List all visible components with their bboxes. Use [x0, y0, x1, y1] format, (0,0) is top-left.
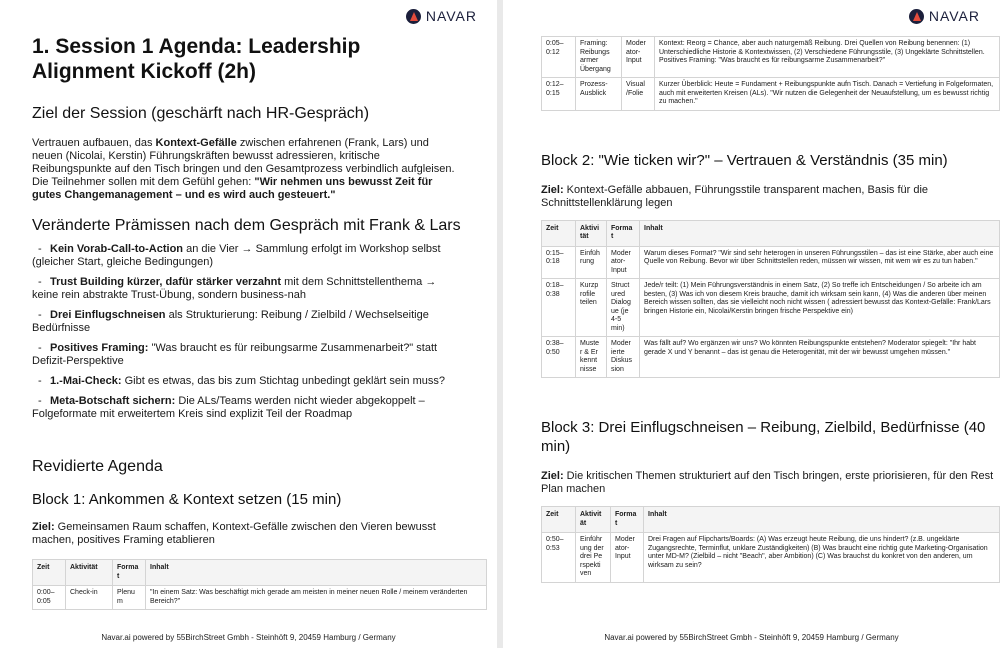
table-row — [542, 279, 1000, 337]
table-row — [542, 337, 1000, 378]
block3-heading: Block 3: Drei Einflugschneisen – Reibung, Zielbild, Bedürfnisse (40 min) — [541, 419, 986, 455]
block1-table-continued — [541, 36, 1000, 111]
goal-heading: Ziel der Session (geschärft nach HR-Gespräch) — [32, 105, 370, 122]
table-cell: Was fällt auf? Wo ergänzen wir uns? Wo könnten Reibungspunkte entstehen? Moderator spiegelt: "Ihr habt gerade X und Y benannt – das ist genau die Heterogenität, mit der wir bewusst umgehen müssen." — [640, 337, 1000, 378]
block2-table — [541, 220, 1000, 379]
navar-logo-text: NAVAR — [425, 8, 477, 24]
table-cell: Drei Fragen auf Flipcharts/Boards: (A) Was erzeugt heute Reibung, die uns hindert? (z.B. ungeklärte Zugangsrechte, Terminflut, unklare Zuständigkeiten) (B) Was braucht eine richtig gute Marketing-Organisation unter MD-M? (Zielbild – nicht "Beach", aber Ambition) (C) Was brauchst du konkret von den anderen, um wirksam zu sein? — [644, 533, 1000, 583]
block3-table — [541, 506, 1000, 583]
navar-logo — [406, 8, 477, 24]
agenda-heading: Revidierte Agenda — [32, 458, 163, 475]
col-header: Inhalt — [640, 220, 1000, 246]
table-cell: 0:38– 0:50 — [542, 337, 576, 378]
table-cell: Moder ator-Input — [607, 246, 640, 279]
block1-goal: Ziel: Gemeinsamen Raum schaffen, Kontext-Gefälle zwischen den Vieren bewusst machen, positives Framing etablieren — [32, 521, 436, 546]
table-cell: Moder ator-Input — [622, 37, 655, 78]
table-cell: 0:00– 0:05 — [33, 586, 66, 610]
table-cell: Plenu m — [113, 586, 146, 610]
table-row — [542, 533, 1000, 583]
table-row — [542, 37, 1000, 78]
col-header: Inhalt — [644, 507, 1000, 533]
table-cell: Framing: Reibungs armer Übergang — [576, 37, 622, 78]
navar-logo-icon — [909, 9, 924, 24]
table-cell: 0:18– 0:38 — [542, 279, 576, 337]
table-cell: 0:15– 0:18 — [542, 246, 576, 279]
block2-heading: Block 2: "Wie ticken wir?" – Vertrauen & Verständnis (35 min) — [541, 151, 948, 169]
col-header: Aktivi tät — [576, 220, 607, 246]
block2-goal: Ziel: Kontext-Gefälle abbauen, Führungsstile transparent machen, Basis für die Schnittstellenklärung legen — [541, 183, 929, 209]
col-header: Aktivit ät — [576, 507, 611, 533]
list-item: - Trust Building kürzer, dafür stärker verzahnt mit dem Schnittstellenthema → keine rein abstrakte Trust-Übung, sondern business-nah — [32, 276, 437, 301]
table-row — [542, 78, 1000, 111]
block1-heading: Block 1: Ankommen & Kontext setzen (15 min) — [32, 491, 342, 508]
page-title: 1. Session 1 Agenda: Leadership Alignment Kickoff (2h) — [32, 35, 361, 83]
list-item: - Drei Einflugschneisen als Strukturierung: Reibung / Zielbild / Wechselseitige Bedürfnisse — [32, 309, 429, 334]
table-header-row — [33, 560, 487, 586]
col-header: Zeit — [33, 560, 66, 586]
table-cell: Struct ured Dialog ue (je 4-5 min) — [607, 279, 640, 337]
col-header: Inhalt — [146, 560, 487, 586]
col-header: Forma t — [113, 560, 146, 586]
table-cell: Einführ ung der drei Pe rspekti ven — [576, 533, 611, 583]
navar-logo-text: NAVAR — [928, 8, 980, 24]
list-item: - Positives Framing: "Was braucht es für reibungsarme Zusammenarbeit?" statt Defizit-Perspektive — [32, 342, 438, 367]
table-cell: 0:12– 0:15 — [542, 78, 576, 111]
col-header: Forma t — [607, 220, 640, 246]
table-cell: Kurzp rofile teilen — [576, 279, 607, 337]
navar-logo — [909, 8, 980, 24]
table-cell: Muste r & Er kennt nisse — [576, 337, 607, 378]
col-header: Zeit — [542, 507, 576, 533]
list-item: - Kein Vorab-Call-to-Action an die Vier → Sammlung erfolgt im Workshop selbst (gleicher Start, gleiche Bedingungen) — [32, 243, 441, 268]
table-cell: Kurzer Überblick: Heute = Fundament + Reibungspunkte aufn Tisch. Danach = Vertiefung in Folgeformaten, auch mit erweiterten Kreisen (ALs). "Wir nutzen die Gelegenheit der Neuaufstellung, um es bewusst richtig zu machen." — [655, 78, 1000, 111]
navar-logo-icon — [406, 9, 421, 24]
list-item: - 1.-Mai-Check: Gibt es etwas, das bis zum Stichtag unbedingt geklärt sein muss? — [38, 375, 445, 387]
goal-paragraph: Vertrauen aufbauen, das Kontext-Gefälle zwischen erfahrenen (Frank, Lars) und neuen (Nicolai, Kerstin) Führungskräften bewusst adressieren, kritische Reibungspunkte auf den Tisch bringen und den Gesamtprozess verbindlich aufgleisen. Die Teilnehmer sollen mit dem Gefühl gehen: "Wir nehmen uns bewusst Zeit für gutes Changemanagement – und es wird auch gesteuert." — [32, 137, 455, 201]
document-page-2 — [503, 0, 1000, 648]
table-row — [33, 586, 487, 610]
table-cell: "In einem Satz: Was beschäftigt mich gerade am meisten in meiner neuen Rolle / meinem veränderten Bereich?" — [146, 586, 487, 610]
table-cell: Check-in — [66, 586, 113, 610]
table-cell: Moder ierte Diskus sion — [607, 337, 640, 378]
col-header: Aktivität — [66, 560, 113, 586]
page-footer: Navar.ai powered by 55BirchStreet Gmbh - Steinhöft 9, 20459 Hamburg / Germany — [101, 633, 396, 642]
list-item: - Meta-Botschaft sichern: Die ALs/Teams werden nicht wieder abgekoppelt – Folgeformate mit erweitertem Kreis sind explizit Teil der Roadmap — [32, 395, 425, 420]
block3-goal: Ziel: Die kritischen Themen strukturiert auf den Tisch bringen, erste priorisieren, für den Rest Plan machen — [541, 470, 994, 495]
table-cell: 0:50– 0:53 — [542, 533, 576, 583]
page-footer: Navar.ai powered by 55BirchStreet Gmbh - Steinhöft 9, 20459 Hamburg / Germany — [604, 633, 899, 642]
table-cell: Moder ator-Input — [611, 533, 644, 583]
block1-table — [32, 559, 487, 610]
table-header-row — [542, 220, 1000, 246]
table-header-row — [542, 507, 1000, 533]
premises-list — [32, 243, 462, 421]
premises-heading: Veränderte Prämissen nach dem Gespräch mit Frank & Lars — [32, 217, 461, 234]
table-cell: Warum dieses Format? "Wir sind sehr heterogen in unseren Führungsstilen – das ist eine Stärke, aber auch eine Quelle von Reibung. Bevor wir über Schnittstellen reden, müssen wir wissen, mit wem wir es zu tun haben." — [640, 246, 1000, 279]
table-cell: Prozess-Ausblick — [576, 78, 622, 111]
col-header: Forma t — [611, 507, 644, 533]
table-cell: Jede/r teilt: (1) Mein Führungsverständnis in einem Satz, (2) So treffe ich Entscheidungen / So arbeite ich am besten, (3) Was ich von diesem Kreis brauche, damit ich wirksam sein kann, (4) Was die anderen über meinen Bereich wissen sollten, das sie vielleicht noch nicht wissen ( adressiert bewusst das Kontext-Gefälle: Frank/Lars bringen Historie ein, Nicolai/Kerstin bringen frische Perspektive ein) — [640, 279, 1000, 337]
table-row — [542, 246, 1000, 279]
table-cell: Kontext: Reorg = Chance, aber auch naturgemäß Reibung. Drei Quellen von Reibung benennen: (1) Unterschiedliche Historie & Kontextwissen, (2) Verschiedene Führungsstile, (3) Ungeklärte Schnittstellen. Positives Framing: "Was braucht es für reibungsarme Zusammenarbeit?" — [655, 37, 1000, 78]
table-cell: 0:05– 0:12 — [542, 37, 576, 78]
col-header: Zeit — [542, 220, 576, 246]
document-page-1 — [0, 0, 497, 648]
table-cell: Visual /Folie — [622, 78, 655, 111]
table-cell: Einfüh rung — [576, 246, 607, 279]
